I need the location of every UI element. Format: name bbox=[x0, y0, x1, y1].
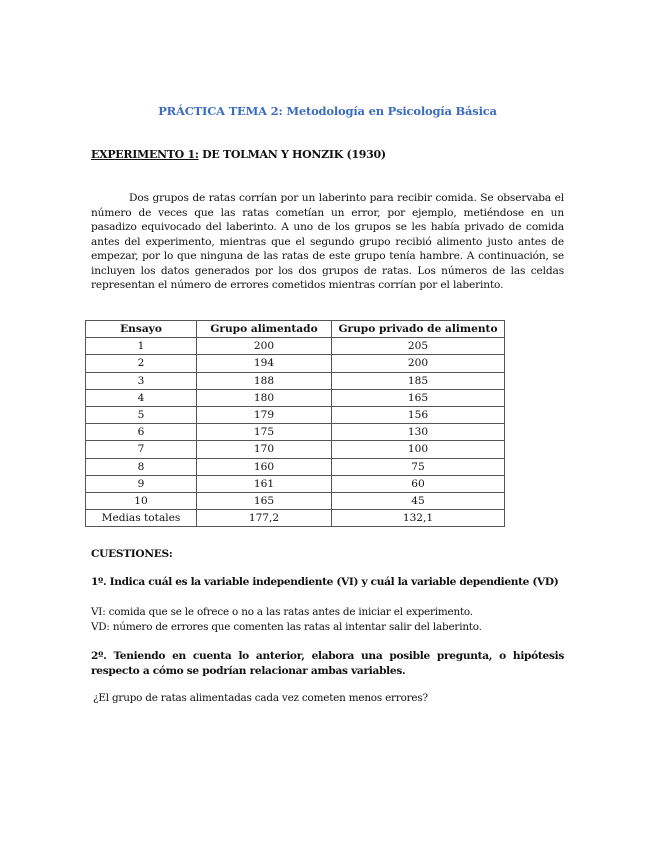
table-row bbox=[86, 441, 505, 458]
cell-grupo-alimentado: 194 bbox=[197, 355, 332, 372]
cell-grupo-privado: 205 bbox=[332, 338, 505, 355]
cell-grupo-privado: 130 bbox=[332, 424, 505, 441]
cell-grupo-alimentado: 170 bbox=[197, 441, 332, 458]
table-row bbox=[86, 492, 505, 509]
table-row bbox=[86, 355, 505, 372]
cuestiones-heading: CUESTIONES: bbox=[91, 548, 173, 560]
table-row bbox=[86, 338, 505, 355]
cell-grupo-privado: 156 bbox=[332, 406, 505, 423]
results-table bbox=[85, 320, 505, 527]
experiment-heading-label: EXPERIMENTO 1: bbox=[91, 148, 199, 161]
cell-grupo-alimentado: 165 bbox=[197, 492, 332, 509]
cell-grupo-alimentado: 180 bbox=[197, 389, 332, 406]
cell-grupo-privado: 60 bbox=[332, 475, 505, 492]
answer-2: ¿El grupo de ratas alimentadas cada vez cometen menos errores? bbox=[93, 692, 428, 704]
table-row bbox=[86, 458, 505, 475]
cell-ensayo: 8 bbox=[86, 458, 197, 475]
cell-grupo-alimentado: 177,2 bbox=[197, 510, 332, 527]
cell-grupo-alimentado: 161 bbox=[197, 475, 332, 492]
table-row bbox=[86, 372, 505, 389]
cell-ensayo: 6 bbox=[86, 424, 197, 441]
answer-1-vi: VI: comida que se le ofrece o no a las ratas antes de iniciar el experimento. bbox=[91, 606, 473, 618]
table-row bbox=[86, 475, 505, 492]
cell-ensayo: 1 bbox=[86, 338, 197, 355]
document-title: PRÁCTICA TEMA 2: Metodología en Psicología Básica bbox=[158, 104, 497, 118]
cell-ensayo: 4 bbox=[86, 389, 197, 406]
table-row bbox=[86, 406, 505, 423]
cell-grupo-privado: 75 bbox=[332, 458, 505, 475]
question-1: 1º. Indica cuál es la variable independiente (VI) y cuál la variable dependiente (VD) bbox=[91, 576, 559, 588]
cell-grupo-privado: 200 bbox=[332, 355, 505, 372]
cell-grupo-privado: 100 bbox=[332, 441, 505, 458]
cell-grupo-privado: 185 bbox=[332, 372, 505, 389]
cell-ensayo: 3 bbox=[86, 372, 197, 389]
header-grupo-privado: Grupo privado de alimento bbox=[332, 321, 505, 338]
cell-grupo-privado: 165 bbox=[332, 389, 505, 406]
cell-grupo-privado: 132,1 bbox=[332, 510, 505, 527]
header-ensayo: Ensayo bbox=[86, 321, 197, 338]
header-grupo-alimentado: Grupo alimentado bbox=[197, 321, 332, 338]
cell-grupo-alimentado: 179 bbox=[197, 406, 332, 423]
cell-ensayo: 10 bbox=[86, 492, 197, 509]
table-row bbox=[86, 389, 505, 406]
answer-1 bbox=[91, 605, 482, 634]
answer-1-vd: VD: número de errores que comenten las ratas al intentar salir del laberinto. bbox=[91, 620, 482, 633]
cell-grupo-alimentado: 200 bbox=[197, 338, 332, 355]
cell-ensayo: 2 bbox=[86, 355, 197, 372]
cell-grupo-alimentado: 160 bbox=[197, 458, 332, 475]
cell-grupo-alimentado: 175 bbox=[197, 424, 332, 441]
table-row bbox=[86, 510, 505, 527]
cell-grupo-privado: 45 bbox=[332, 492, 505, 509]
table-row bbox=[86, 424, 505, 441]
cell-ensayo: 9 bbox=[86, 475, 197, 492]
cell-ensayo: 7 bbox=[86, 441, 197, 458]
experiment-heading-rest: DE TOLMAN Y HONZIK (1930) bbox=[198, 148, 386, 161]
cell-grupo-alimentado: 188 bbox=[197, 372, 332, 389]
intro-paragraph: Dos grupos de ratas corrían por un laberinto para recibir comida. Se observaba el número de veces que las ratas cometían un error, por ejemplo, metiéndose en un pasadizo equivocado del laberinto. A uno de los grupos se les había privado de comida antes del experimento, mientras que el segundo grupo recibió alimento justo antes de empezar, por lo que ninguna de las ratas de este grupo tenía hambre. A continuación, se incluyen los datos generados por los dos grupos de ratas. Los números de las celdas representan el número de errores cometidos mientras corrían por el laberinto. bbox=[91, 192, 564, 291]
table-header-row bbox=[86, 321, 505, 338]
question-2: 2º. Teniendo en cuenta lo anterior, elabora una posible pregunta, o hipótesis respecto a cómo se podrían relacionar ambas variables. bbox=[91, 650, 564, 677]
experiment-heading bbox=[91, 148, 386, 161]
cell-ensayo: Medias totales bbox=[86, 510, 197, 527]
cell-ensayo: 5 bbox=[86, 406, 197, 423]
